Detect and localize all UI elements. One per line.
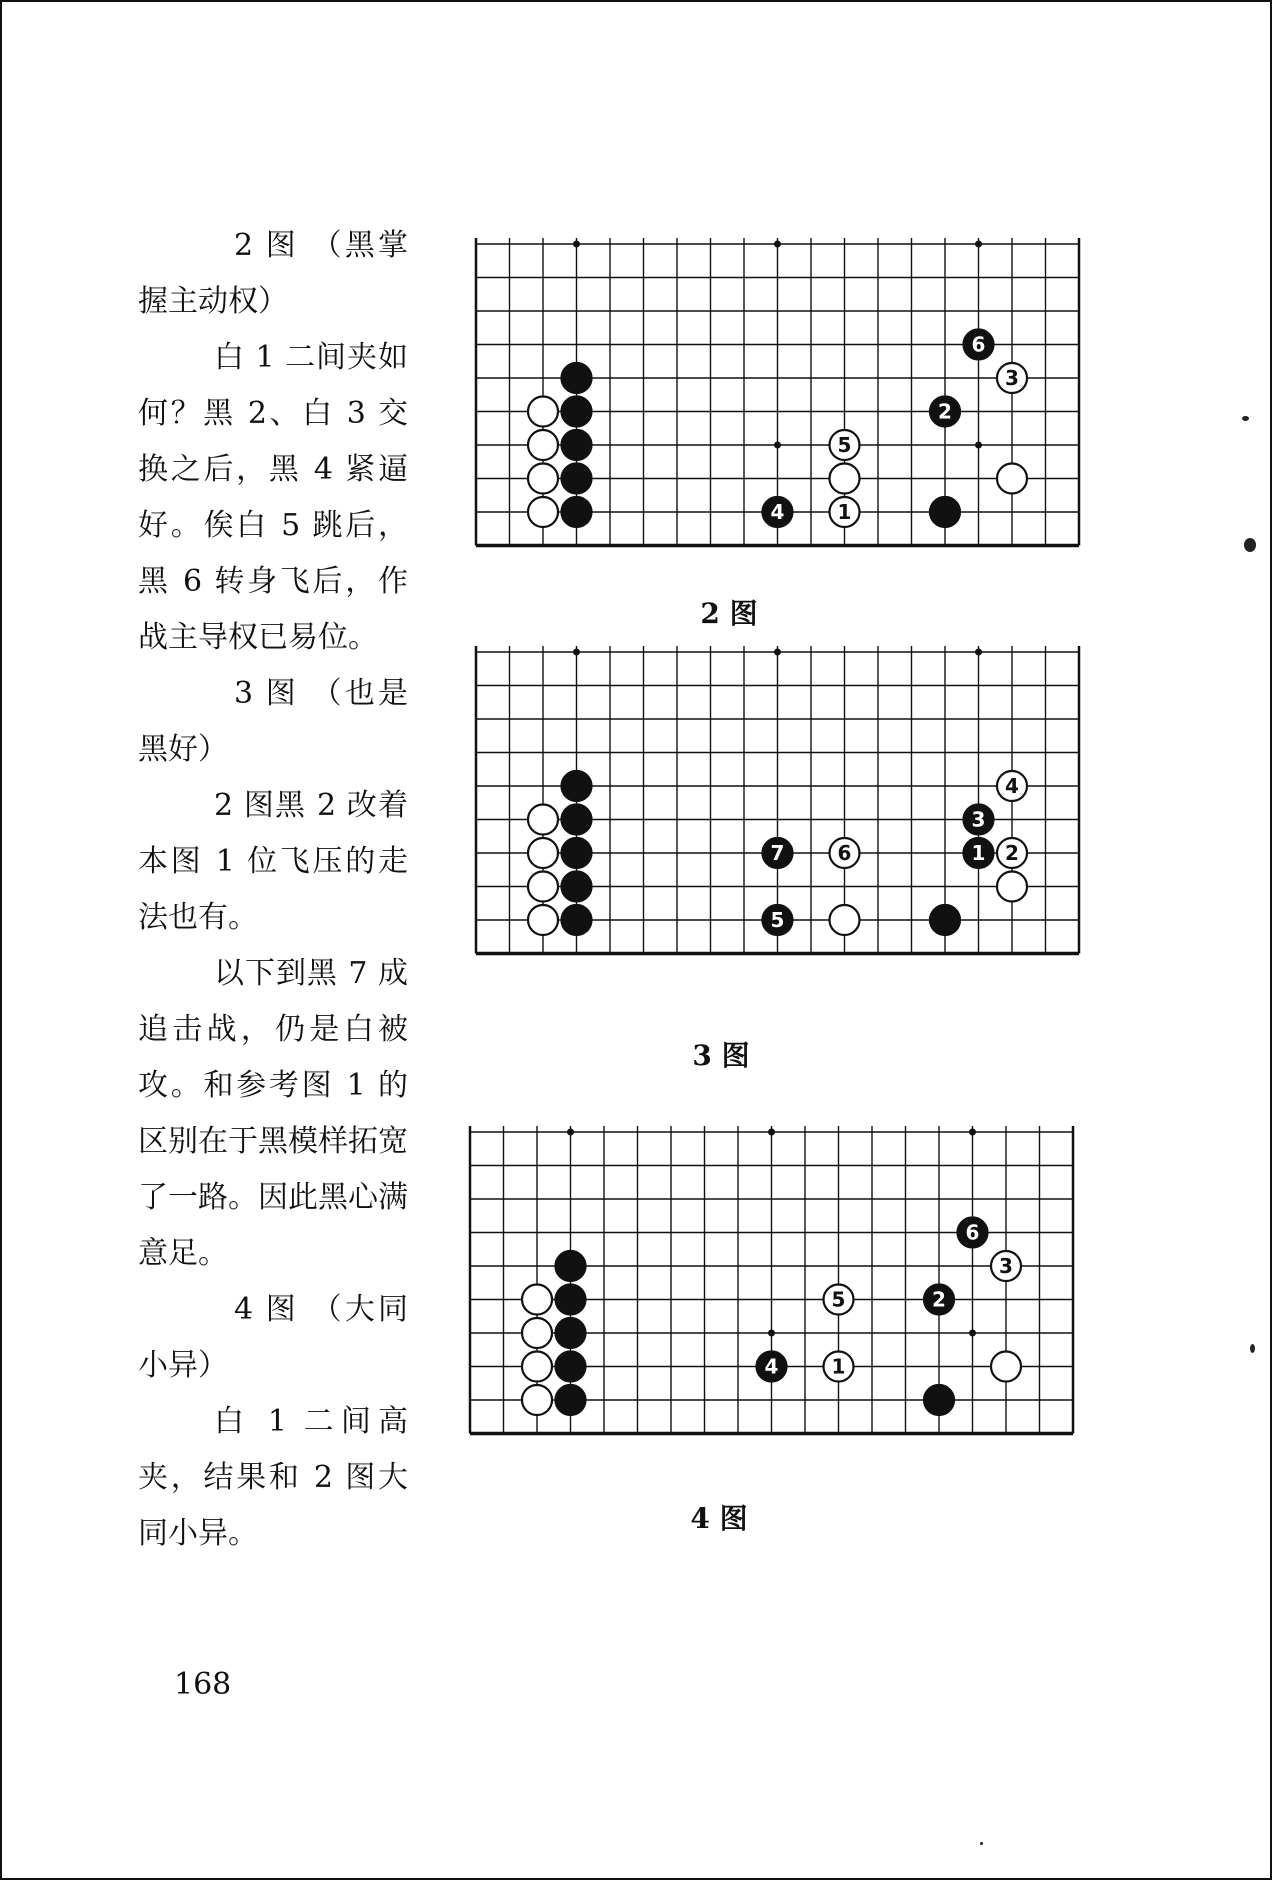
commentary-column [138, 218, 408, 1562]
white-stone [528, 905, 558, 935]
black-stone [556, 1318, 586, 1348]
black-stone [930, 497, 960, 527]
move-number-label: 2 [932, 1287, 946, 1312]
white-stone [522, 1352, 552, 1382]
white-stone [528, 805, 558, 835]
black-stone [562, 771, 592, 801]
star-point [774, 649, 781, 656]
paragraph-diagram-3a: 2 图黑 2 改着本图 1 位飞压的走法也有。 [138, 788, 408, 935]
board-grid [470, 1126, 1073, 1434]
black-stone [556, 1385, 586, 1415]
move-number-label: 5 [837, 433, 852, 457]
move-number-label: 3 [971, 807, 986, 832]
move-number-label: 4 [770, 500, 785, 524]
move-number-label: 6 [837, 841, 852, 865]
star-point [774, 442, 781, 449]
black-stone [562, 464, 592, 494]
black-stone [930, 905, 960, 935]
caption-diagram-4: 4 图 [690, 1502, 748, 1535]
white-stone [997, 464, 1027, 494]
move-number-label: 7 [770, 841, 785, 865]
heading-diagram-4: 4 图 （大同小异） [138, 1292, 408, 1383]
scan-speck [1242, 416, 1249, 421]
move-number-label: 1 [831, 1354, 846, 1379]
page-number: 168 [174, 1667, 232, 1702]
paragraph-diagram-4: 白 1 二间高夹，结果和 2 图大同小异。 [138, 1404, 408, 1551]
black-stone [556, 1352, 586, 1382]
move-number-label: 3 [1005, 366, 1019, 390]
star-point [774, 241, 781, 248]
white-stone [830, 905, 860, 935]
white-stone [522, 1285, 552, 1315]
black-stone [556, 1251, 586, 1281]
go-board-diagram-4 [462, 1126, 1084, 1456]
star-point [768, 1129, 775, 1136]
star-point [975, 241, 982, 248]
star-point [975, 442, 982, 449]
move-number-label: 6 [965, 1220, 980, 1245]
star-point [573, 241, 580, 248]
heading-diagram-2: 2 图 （黑掌握主动权） [138, 228, 408, 319]
star-point [573, 649, 580, 656]
black-stone [562, 872, 592, 902]
white-stone [528, 430, 558, 460]
black-stone [562, 905, 592, 935]
paragraph-diagram-2: 白 1 二间夹如何？黑 2、白 3 交换之后，黑 4 紧逼好。俟白 5 跳后，黑 6 转身飞后，作战主导权已易位。 [138, 340, 408, 655]
scan-speck [1250, 1344, 1255, 1353]
white-stone [528, 838, 558, 868]
star-point [969, 1129, 976, 1136]
white-stone [528, 872, 558, 902]
white-stone [830, 464, 860, 494]
white-stone [522, 1385, 552, 1415]
move-number-label: 2 [938, 399, 952, 424]
move-number-label: 4 [1005, 774, 1019, 798]
black-stone [562, 838, 592, 868]
caption-diagram-3: 3 图 [692, 1039, 750, 1072]
caption-diagram-2: 2 图 [700, 597, 758, 630]
scan-speck [980, 1842, 983, 1845]
black-stone [924, 1385, 954, 1415]
star-point [969, 1330, 976, 1337]
move-number-label: 5 [770, 908, 785, 932]
go-board-diagram-3 [468, 646, 1090, 976]
black-stone [562, 397, 592, 427]
white-stone [528, 464, 558, 494]
black-stone [556, 1285, 586, 1315]
move-number-label: 1 [837, 500, 852, 524]
move-number-label: 5 [831, 1287, 846, 1312]
white-stone [522, 1318, 552, 1348]
scan-speck [1244, 538, 1256, 552]
white-stone [997, 872, 1027, 902]
white-stone [991, 1352, 1021, 1382]
paragraph-diagram-3b: 以下到黑 7 成追击战，仍是白被攻。和参考图 1 的区别在于黑模样拓宽了一路。因此黑心满意足。 [138, 956, 408, 1271]
move-number-label: 2 [1005, 841, 1019, 865]
star-point [975, 649, 982, 656]
star-point [768, 1330, 775, 1337]
black-stone [562, 363, 592, 393]
heading-diagram-3: 3 图 （也是黑好） [138, 676, 408, 767]
black-stone [562, 805, 592, 835]
move-number-label: 1 [971, 841, 986, 865]
move-number-label: 6 [971, 332, 986, 357]
go-board-diagram-2 [468, 238, 1090, 568]
black-stone [562, 497, 592, 527]
white-stone [528, 497, 558, 527]
white-stone [528, 397, 558, 427]
move-number-label: 3 [999, 1254, 1013, 1278]
black-stone [562, 430, 592, 460]
move-number-label: 4 [764, 1354, 779, 1379]
star-point [567, 1129, 574, 1136]
